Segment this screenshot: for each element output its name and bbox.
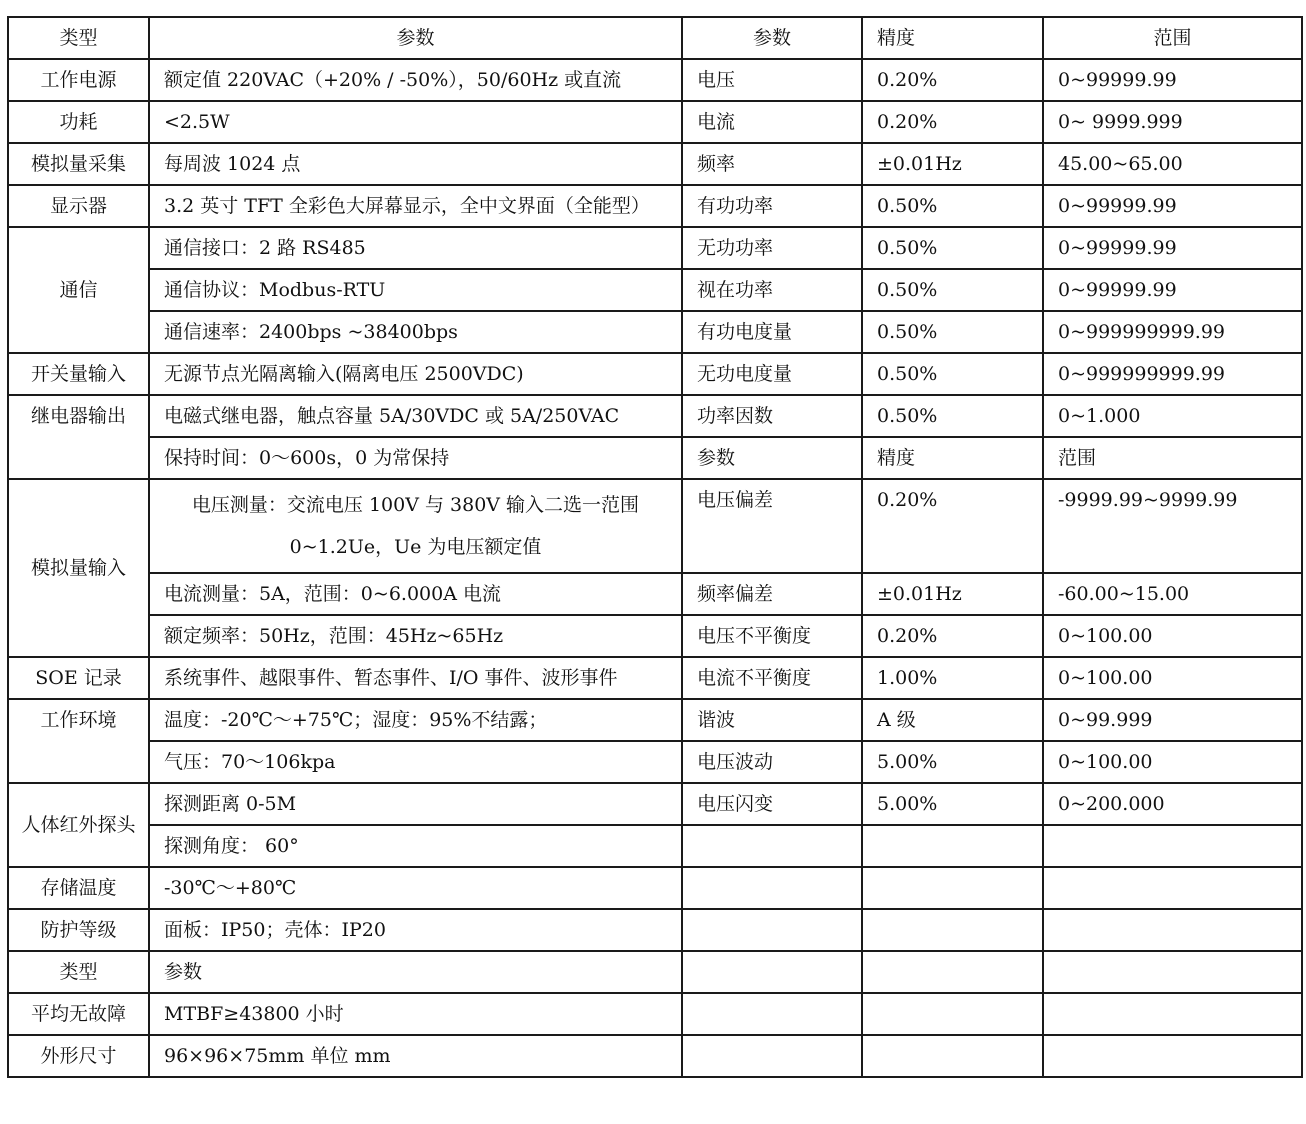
table-row	[8, 59, 1302, 101]
table-row	[8, 825, 1302, 867]
param2-cell: 电压偏差	[682, 479, 862, 573]
accuracy-cell: 0.20%	[862, 59, 1043, 101]
header-accuracy: 精度	[862, 17, 1043, 59]
param2-cell: 电压	[682, 59, 862, 101]
range-cell: 0~99999.99	[1043, 269, 1302, 311]
accuracy-cell: 5.00%	[862, 741, 1043, 783]
table-row	[8, 143, 1302, 185]
type-cell: 外形尺寸	[8, 1035, 149, 1077]
range-cell: 0~100.00	[1043, 741, 1302, 783]
empty-cell	[1043, 909, 1302, 951]
table-row	[8, 741, 1302, 783]
type-cell: 存储温度	[8, 867, 149, 909]
type-cell: 人体红外探头	[8, 783, 149, 867]
spec-table	[7, 16, 1303, 1078]
table-row	[8, 101, 1302, 143]
table-row	[8, 1035, 1302, 1077]
type-cell: SOE 记录	[8, 657, 149, 699]
range-cell: -9999.99~9999.99	[1043, 479, 1302, 573]
empty-cell	[862, 951, 1043, 993]
type-cell: 工作环境	[8, 699, 149, 783]
table-row	[8, 437, 1302, 479]
param2-cell: 参数	[682, 437, 862, 479]
empty-cell	[682, 1035, 862, 1077]
accuracy-cell: 精度	[862, 437, 1043, 479]
param2-cell: 无功功率	[682, 227, 862, 269]
empty-cell	[682, 951, 862, 993]
param-cell: 参数	[149, 951, 682, 993]
accuracy-cell: A 级	[862, 699, 1043, 741]
param-cell: 额定频率：50Hz，范围：45Hz~65Hz	[149, 615, 682, 657]
param2-cell: 频率偏差	[682, 573, 862, 615]
param2-cell: 电流	[682, 101, 862, 143]
param2-cell: 电流不平衡度	[682, 657, 862, 699]
empty-cell	[682, 825, 862, 867]
empty-cell	[1043, 825, 1302, 867]
type-cell: 平均无故障	[8, 993, 149, 1035]
accuracy-cell: 0.50%	[862, 311, 1043, 353]
empty-cell	[682, 909, 862, 951]
param-cell	[149, 479, 682, 573]
range-cell: 0~99.999	[1043, 699, 1302, 741]
param2-cell: 电压波动	[682, 741, 862, 783]
param-cell: 通信速率：2400bps ~38400bps	[149, 311, 682, 353]
param-cell: 气压：70～106kpa	[149, 741, 682, 783]
table-row	[8, 227, 1302, 269]
table-row	[8, 311, 1302, 353]
param-cell: 通信接口：2 路 RS485	[149, 227, 682, 269]
param-cell: 保持时间：0～600s，0 为常保持	[149, 437, 682, 479]
header-param: 参数	[149, 17, 682, 59]
type-cell: 工作电源	[8, 59, 149, 101]
range-cell: 0~99999.99	[1043, 59, 1302, 101]
accuracy-cell: 0.20%	[862, 101, 1043, 143]
param-cell: 面板：IP50；壳体：IP20	[149, 909, 682, 951]
accuracy-cell: 1.00%	[862, 657, 1043, 699]
range-cell: -60.00~15.00	[1043, 573, 1302, 615]
empty-cell	[862, 867, 1043, 909]
range-cell: 0~ 9999.999	[1043, 101, 1302, 143]
table-header-row	[8, 17, 1302, 59]
type-cell: 显示器	[8, 185, 149, 227]
param-cell: -30℃～+80℃	[149, 867, 682, 909]
param-cell: 3.2 英寸 TFT 全彩色大屏幕显示，全中文界面（全能型）	[149, 185, 682, 227]
empty-cell	[862, 825, 1043, 867]
param-cell: 通信协议：Modbus-RTU	[149, 269, 682, 311]
type-cell: 防护等级	[8, 909, 149, 951]
accuracy-cell: 0.50%	[862, 353, 1043, 395]
param-cell: 温度：-20℃～+75℃；湿度：95%不结露；	[149, 699, 682, 741]
param-cell: 每周波 1024 点	[149, 143, 682, 185]
range-cell: 0~200.000	[1043, 783, 1302, 825]
type-cell: 模拟量采集	[8, 143, 149, 185]
accuracy-cell: 0.20%	[862, 615, 1043, 657]
accuracy-cell: 0.50%	[862, 185, 1043, 227]
range-cell: 0~999999999.99	[1043, 353, 1302, 395]
accuracy-cell: 0.50%	[862, 269, 1043, 311]
type-cell: 模拟量输入	[8, 479, 149, 657]
type-cell: 通信	[8, 227, 149, 353]
param-cell: 额定值 220VAC（+20% / -50%），50/60Hz 或直流	[149, 59, 682, 101]
table-row	[8, 951, 1302, 993]
table-row	[8, 657, 1302, 699]
range-cell: 0~99999.99	[1043, 227, 1302, 269]
header-param2: 参数	[682, 17, 862, 59]
range-cell: 45.00~65.00	[1043, 143, 1302, 185]
param2-cell: 频率	[682, 143, 862, 185]
table-row	[8, 479, 1302, 573]
empty-cell	[862, 1035, 1043, 1077]
range-cell: 0~999999999.99	[1043, 311, 1302, 353]
param-cell: 探测距离 0-5M	[149, 783, 682, 825]
param2-cell: 无功电度量	[682, 353, 862, 395]
range-cell: 0~1.000	[1043, 395, 1302, 437]
param2-cell: 电压闪变	[682, 783, 862, 825]
empty-cell	[1043, 951, 1302, 993]
empty-cell	[1043, 867, 1302, 909]
type-cell: 类型	[8, 951, 149, 993]
param2-cell: 有功电度量	[682, 311, 862, 353]
table-row	[8, 783, 1302, 825]
table-row	[8, 699, 1302, 741]
type-cell: 开关量输入	[8, 353, 149, 395]
accuracy-cell: 0.50%	[862, 395, 1043, 437]
accuracy-cell: ±0.01Hz	[862, 573, 1043, 615]
param-line-1: 电压测量：交流电压 100V 与 380V 输入二选一范围	[191, 494, 640, 516]
param-cell: 96×96×75mm 单位 mm	[149, 1035, 682, 1077]
header-type: 类型	[8, 17, 149, 59]
param-cell: 系统事件、越限事件、暂态事件、I/O 事件、波形事件	[149, 657, 682, 699]
empty-cell	[862, 909, 1043, 951]
param2-cell: 电压不平衡度	[682, 615, 862, 657]
param2-cell: 有功功率	[682, 185, 862, 227]
type-cell: 继电器输出	[8, 395, 149, 479]
empty-cell	[1043, 993, 1302, 1035]
param-cell: 探测角度： 60°	[149, 825, 682, 867]
param2-cell: 功率因数	[682, 395, 862, 437]
param2-cell: 谐波	[682, 699, 862, 741]
type-cell: 功耗	[8, 101, 149, 143]
empty-cell	[682, 993, 862, 1035]
table-row	[8, 615, 1302, 657]
param-cell: 电磁式继电器，触点容量 5A/30VDC 或 5A/250VAC	[149, 395, 682, 437]
table-row	[8, 185, 1302, 227]
table-row	[8, 867, 1302, 909]
accuracy-cell: 0.50%	[862, 227, 1043, 269]
param-cell: MTBF≥43800 小时	[149, 993, 682, 1035]
param2-cell: 视在功率	[682, 269, 862, 311]
range-cell: 0~100.00	[1043, 657, 1302, 699]
table-row	[8, 269, 1302, 311]
accuracy-cell: 5.00%	[862, 783, 1043, 825]
param-line-2: 0~1.2Ue，Ue 为电压额定值	[289, 536, 542, 558]
table-row	[8, 395, 1302, 437]
param-cell: 无源节点光隔离输入(隔离电压 2500VDC)	[149, 353, 682, 395]
range-cell: 0~100.00	[1043, 615, 1302, 657]
empty-cell	[1043, 1035, 1302, 1077]
header-range: 范围	[1043, 17, 1302, 59]
table-row	[8, 353, 1302, 395]
accuracy-cell: 0.20%	[862, 479, 1043, 573]
table-row	[8, 993, 1302, 1035]
table-row	[8, 573, 1302, 615]
table-row	[8, 909, 1302, 951]
range-cell: 0~99999.99	[1043, 185, 1302, 227]
empty-cell	[682, 867, 862, 909]
accuracy-cell: ±0.01Hz	[862, 143, 1043, 185]
range-cell: 范围	[1043, 437, 1302, 479]
param-cell: <2.5W	[149, 101, 682, 143]
param-cell: 电流测量：5A，范围：0~6.000A 电流	[149, 573, 682, 615]
empty-cell	[862, 993, 1043, 1035]
